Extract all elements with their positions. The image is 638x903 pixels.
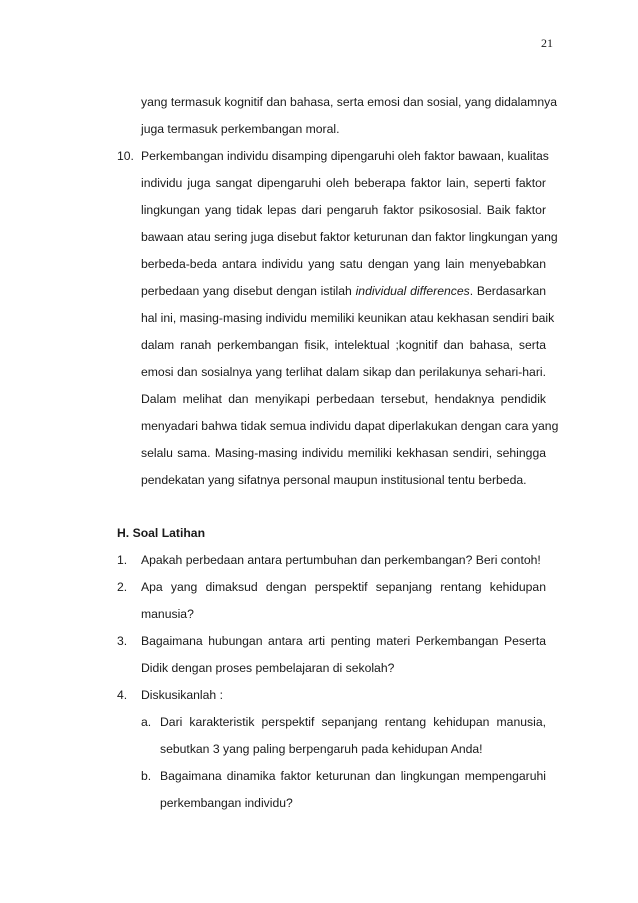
question-number: 4. xyxy=(117,688,128,702)
continuation-line: juga termasuk perkembangan moral. xyxy=(141,122,340,136)
item10-line: hal ini, masing-masing individu memiliki keunikan atau kekhasan sendiri baik xyxy=(141,311,555,325)
item10-line: Perkembangan individu disamping dipengaruhi oleh faktor bawaan, kualitas xyxy=(141,149,549,163)
question-line: manusia? xyxy=(141,607,194,621)
question-number: 1. xyxy=(117,553,128,567)
item10-line: berbeda-beda antara individu yang satu dengan yang lain menyebabkan xyxy=(141,257,546,271)
subitem-line: sebutkan 3 yang paling berpengaruh pada kehidupan Anda! xyxy=(160,742,483,756)
item10-line: selalu sama. Masing-masing individu memiliki kekhasan sendiri, sehingga xyxy=(141,446,546,460)
subitem-line: Dari karakteristik perspektif sepanjang rentang kehidupan manusia, xyxy=(160,715,546,729)
item10-line: menyadari bahwa tidak semua individu dapat diperlakukan dengan cara yang xyxy=(141,419,559,433)
question-line: Bagaimana hubungan antara arti penting materi Perkembangan Peserta xyxy=(141,634,546,648)
question-number: 2. xyxy=(117,580,128,594)
item10-line: pendekatan yang sifatnya personal maupun institusional tentu berbeda. xyxy=(141,473,527,487)
question-number: 3. xyxy=(117,634,128,648)
item10-line: dalam ranah perkembangan fisik, intelektual ;kognitif dan bahasa, serta xyxy=(141,338,546,352)
continuation-line: yang termasuk kognitif dan bahasa, serta emosi dan sosial, yang didalamnya xyxy=(141,95,557,109)
item10-text: . Berdasarkan xyxy=(469,284,546,298)
subitem-letter: a. xyxy=(141,715,152,729)
subitem-letter: b. xyxy=(141,769,152,783)
subitem-line: perkembangan individu? xyxy=(160,796,293,810)
section-heading: H. Soal Latihan xyxy=(117,526,206,540)
item10-line: lingkungan yang tidak lepas dari pengaruh faktor psikososial. Baik faktor xyxy=(141,203,546,217)
page-number: 21 xyxy=(541,36,553,50)
item10-line-with-italic xyxy=(141,283,546,299)
item10-line: individu juga sangat dipengaruhi oleh beberapa faktor lain, seperti faktor xyxy=(141,176,546,190)
item-number: 10. xyxy=(117,149,134,163)
italic-term: individual differences xyxy=(355,284,470,298)
item10-line: Dalam melihat dan menyikapi perbedaan tersebut, hendaknya pendidik xyxy=(141,392,546,406)
question-line: Apa yang dimaksud dengan perspektif sepanjang rentang kehidupan xyxy=(141,580,546,594)
item10-line: emosi dan sosialnya yang terlihat dalam sikap dan perilakunya sehari-hari. xyxy=(141,365,546,379)
item10-line: bawaan atau sering juga disebut faktor keturunan dan faktor lingkungan yang xyxy=(141,230,558,244)
subitem-line: Bagaimana dinamika faktor keturunan dan lingkungan mempengaruhi xyxy=(160,769,546,783)
question-line: Apakah perbedaan antara pertumbuhan dan perkembangan? Beri contoh! xyxy=(141,553,541,567)
item10-text: perbedaan yang disebut dengan istilah xyxy=(141,284,356,298)
question-line: Diskusikanlah : xyxy=(141,688,223,702)
question-line: Didik dengan proses pembelajaran di sekolah? xyxy=(141,661,395,675)
